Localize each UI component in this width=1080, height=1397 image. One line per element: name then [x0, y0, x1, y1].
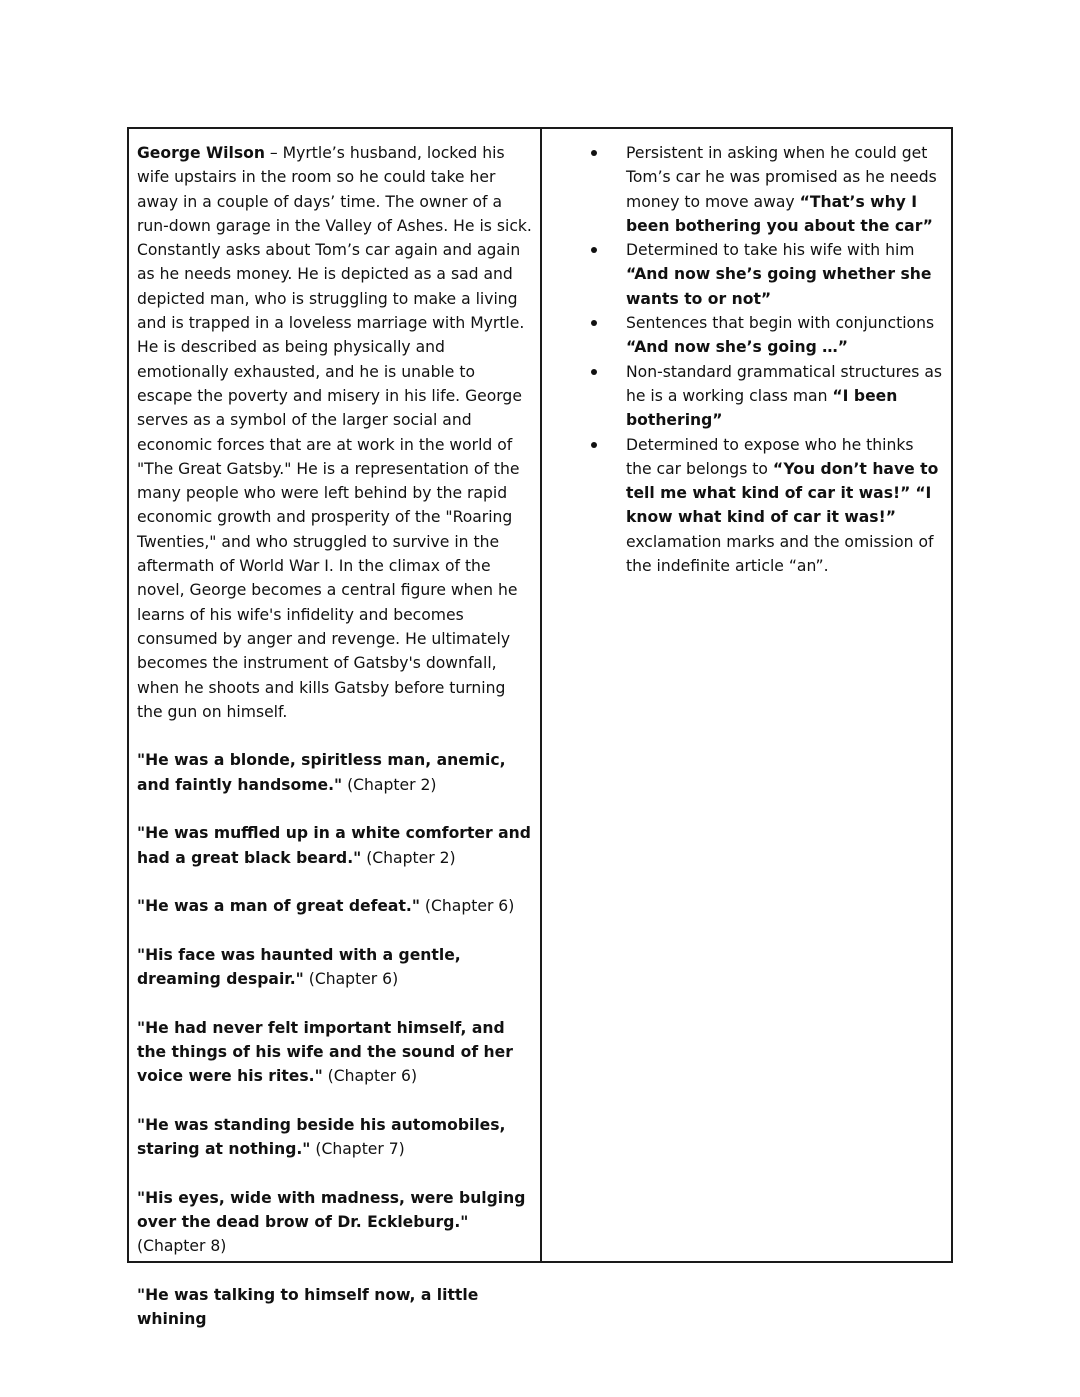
character-name: George Wilson [137, 144, 265, 162]
bullet-dot-icon [591, 247, 597, 253]
quote-reference: (Chapter 6) [419, 897, 515, 916]
bullet-dot-icon [591, 442, 597, 448]
bullet-dot-icon [591, 150, 597, 156]
quote-reference: (Chapter 2) [361, 848, 456, 867]
quote-text: "He was a blonde, spiritless man, anemic, and faintly handsome." [137, 751, 506, 794]
bullet-quote: “You don’t have to tell me what kind of car it was!” [626, 459, 939, 503]
quote-item [137, 821, 532, 870]
quote-text: "He was talking to himself now, a little whining [137, 1285, 479, 1329]
analysis-bullet [552, 238, 943, 311]
bullet-text: exclamation marks and the omission of the indefinite article “an”. [626, 532, 934, 576]
analysis-bullet [552, 141, 943, 238]
quote-reference: (Chapter 6) [303, 970, 399, 989]
character-description-column [129, 129, 542, 1329]
analysis-bullet [552, 433, 943, 579]
bullet-quote: “That’s why I been bothering you about the car” [626, 192, 933, 235]
bullet-text: Determined to take his wife with him [626, 241, 915, 260]
quote-item [137, 748, 532, 797]
quote-text: "His face was haunted with a gentle, dreaming despair." [137, 945, 461, 989]
bullet-quote: “I know what kind of car it was!” [626, 484, 932, 527]
notes-table [127, 127, 953, 1329]
bullet-dot-icon [591, 320, 597, 326]
quote-reference: (Chapter 2) [342, 775, 437, 794]
bullet-text: Persistent in asking when he could get Tom’s car he was promised as he needs money to move away [626, 144, 937, 211]
quote-text: "He had never felt important himself, and the things of his wife and the sound of her voice were his rites." [137, 1018, 513, 1086]
bullet-text: Sentences that begin with conjunctions [626, 314, 935, 333]
quote-item [137, 1016, 532, 1089]
character-summary: – Myrtle’s husband, locked his wife upstairs in the room so he could take her away in a couple of days’ time. The owner of a run-down garage in the Valley of Ashes. He is sick. Constantly asks about Tom’s car again and again as he needs money. He is depicted as a sad and depicted man, who is struggling to make a living and is trapped in a loveless marriage with Myrtle. He is described as being physically and emotionally exhausted, and he is unable to escape the poverty and misery in his life. George serves as a symbol of the larger social and economic forces that are at work in the world of "The Great Gatsby." He is a representation of the many people who were left behind by the rapid economic growth and prosperity of the "Roaring Twenties," and who struggled to survive in the aftermath of World War I. In the climax of the novel, George becomes a central figure when he learns of his wife's infidelity and becomes consumed by anger and revenge. He ultimately becomes the instrument of Gatsby's downfall, when he shoots and kills Gatsby before turning the gun on himself. [137, 144, 532, 721]
quote-text: "His eyes, wide with madness, were bulging over the dead brow of Dr. Eckleburg." [137, 1188, 526, 1232]
quote-reference: (Chapter 7) [310, 1140, 405, 1159]
analysis-bullet [552, 311, 943, 360]
quote-reference: (Chapter 8) [137, 1237, 227, 1256]
analysis-bullet [552, 360, 943, 433]
analysis-bullet-list [552, 141, 943, 578]
quote-item [137, 943, 532, 992]
bullet-text: Non-standard grammatical structures as he is a working class man [626, 362, 943, 405]
bullet-quote: “And now she’s going whether she wants to or not” [626, 265, 932, 308]
quote-item [137, 1113, 532, 1162]
bullet-quote: “I been bothering” [626, 386, 898, 430]
quote-item [137, 894, 532, 918]
quote-text: "He was standing beside his automobiles, staring at nothing." [137, 1115, 506, 1159]
quote-item [137, 1186, 532, 1259]
character-intro [137, 141, 532, 724]
quote-reference: (Chapter 6) [322, 1067, 418, 1086]
bullet-text: Determined to expose who he thinks the car belongs to [626, 435, 914, 478]
quote-item [137, 1283, 532, 1332]
bullet-dot-icon [591, 369, 597, 375]
bullet-quote: “And now she’s going …” [626, 338, 848, 357]
quote-text: "He was muffled up in a white comforter and had a great black beard." [137, 824, 531, 867]
quote-text: "He was a man of great defeat." [137, 897, 420, 916]
analysis-column [542, 129, 951, 1261]
